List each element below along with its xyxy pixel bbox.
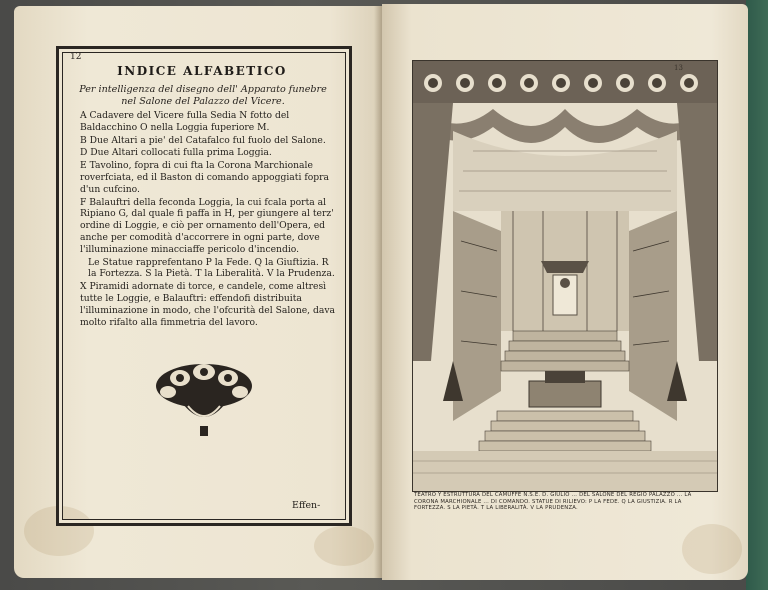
index-entry-statues: Le Statue rapprefentano P la Fede. Q la Giuftizia. R la Fortezza. S la Pietà. T la Liberalità. V la Prudenza.: [88, 256, 335, 280]
index-entry-d: D Due Altari collocati fulla prima Loggia.: [80, 147, 272, 159]
plate-caption: TEATRO Y ESTRUTTURA DEL CAMUFFE N.S.E. D. GIULIO ... DEL SALONE DEL REGIO PALAZZO ... LA CORONA MARCHIONALE ... DI COMANDO. STATUE DI RILIEVO: P LA FEDE. Q LA GIUSTIZIA. R LA FORTEZZA. S LA PIETÀ. T LA LIBERALITÀ. V LA PRUDENZA.: [414, 492, 692, 512]
index-entry-b: B Due Altari a pie' del Catafalco ful fuolo del Salone.: [80, 134, 326, 146]
index-entry-a: A Cadavere del Vicere fulla Sedia N fotto del Baldacchino O nella Loggia fuperiore M.: [80, 110, 290, 133]
engraving-plate: [412, 60, 718, 492]
book-cover-edge: [746, 0, 768, 590]
index-entry-x: X Piramidi adornate di torce, e candele, come altresì tutte le Loggie, e Balauftri: effendofi distribuita l'illuminazione in modo, che l'ofcurità del Salone, dava molto rifalto alla fimmetria del lavoro.: [80, 281, 336, 328]
plate-number: 13: [674, 64, 683, 72]
floral-basket-icon: [150, 356, 258, 438]
index-entry-f: F Balauftri della feconda Loggia, la cui fcala porta al Ripiano G, dal quale fi paffa in H, per giungere al terz' ordine di Loggie, e ciò per ornamento dell'Opera, ed anche per comodità d'accorrere in ogni parte, dove l'illuminazione minacciaffe pericolo d'incendio.: [80, 196, 334, 255]
page-number: 12: [70, 52, 82, 62]
page-subtitle: Per intelligenza del disegno dell' Apparato funebre nel Salone del Palazzo del Vicere.: [79, 84, 327, 107]
index-entry-e: E Tavolino, fopra di cui fta la Corona Marchionale roverfciata, ed il Baston di comando appoggiati fopra d'un cufcino.: [80, 160, 329, 195]
index-list: [80, 110, 338, 329]
catchword: Effen-: [292, 500, 321, 511]
page-title: INDICE ALFABETICO: [117, 64, 287, 78]
